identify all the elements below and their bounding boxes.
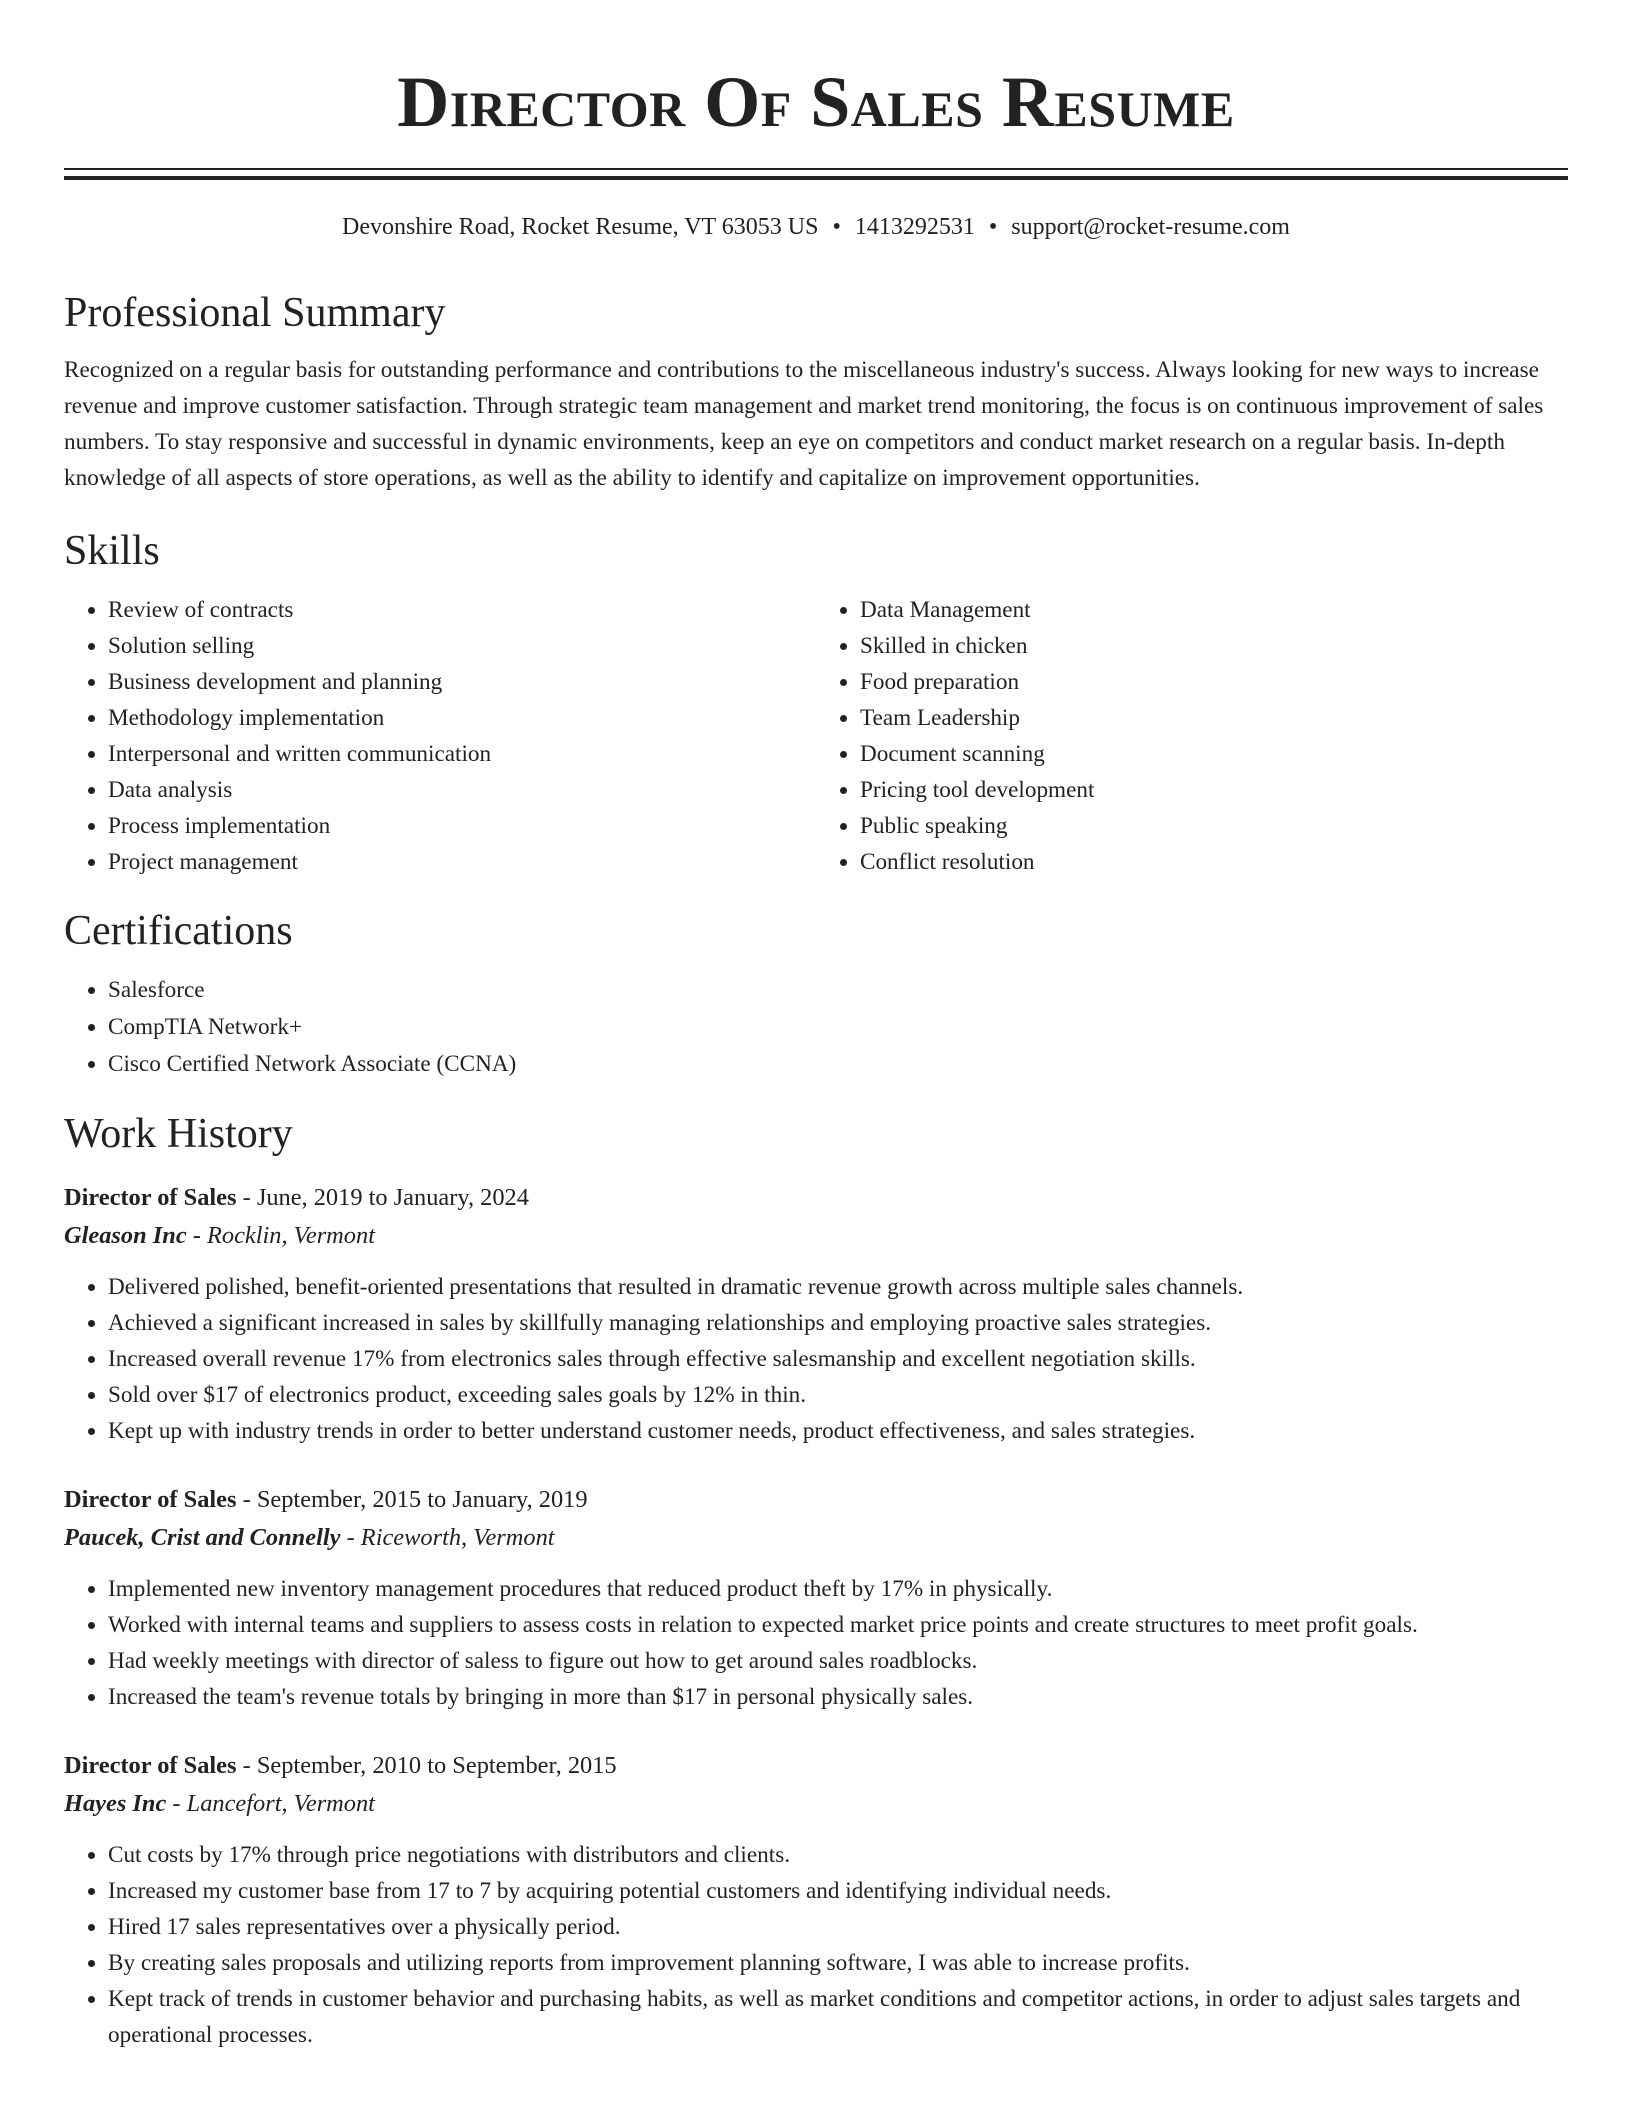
job-location: - Rocklin, Vermont (192, 1222, 375, 1249)
job-title: Director of Sales (64, 1752, 237, 1779)
contact-phone: 1413292531 (854, 214, 975, 240)
skill-item: • Business development and planning (108, 664, 816, 700)
job-bullet: • Kept up with industry trends in order to better understand customer needs, product effectiveness, and sales strategies. (108, 1413, 1568, 1449)
contact-email: support@rocket-resume.com (1011, 214, 1290, 240)
job-bullet: • Increased overall revenue 17% from electronics sales through effective salesmanship and excellent negotiation skills. (108, 1341, 1568, 1377)
contact-line (64, 212, 1568, 242)
certification-item: • CompTIA Network+ (108, 1009, 1568, 1046)
job-bullet: • Had weekly meetings with director of saless to figure out how to get around sales roadblocks. (108, 1643, 1568, 1679)
job-bullet-list (64, 1269, 1568, 1449)
contact-separator: • (832, 214, 841, 240)
job-company-line (64, 1519, 1568, 1557)
contact-separator: • (988, 214, 998, 240)
skill-item: • Food preparation (860, 664, 1568, 700)
work-history-section (64, 1109, 1568, 2053)
skills-list-right (816, 592, 1568, 880)
job-bullet: • Cut costs by 17% through price negotiations with distributors and clients. (108, 1837, 1568, 1873)
job-title: Director of Sales (64, 1486, 237, 1513)
certification-item: • Cisco Certified Network Associate (CCNA) (108, 1046, 1568, 1083)
skill-item: • Document scanning (860, 736, 1568, 772)
skill-item: • Data Management (860, 592, 1568, 628)
job-entry (64, 1747, 1568, 2053)
job-entry (64, 1179, 1568, 1449)
skill-item: • Interpersonal and written communication (108, 736, 816, 772)
skills-section (64, 526, 1568, 880)
skill-item: • Data analysis (108, 772, 816, 808)
job-company: Hayes Inc (64, 1790, 167, 1817)
job-location: - Lancefort, Vermont (172, 1790, 375, 1817)
job-title: Director of Sales (64, 1184, 237, 1211)
title-double-rule (64, 168, 1568, 180)
certification-item: • Salesforce (108, 972, 1568, 1009)
job-dates: - September, 2015 to January, 2019 (242, 1486, 588, 1513)
job-bullet-list (64, 1571, 1568, 1715)
job-bullet-list (64, 1837, 1568, 2053)
job-bullet: • Kept track of trends in customer behavior and purchasing habits, as well as market conditions and competitor actions, in order to adjust sales targets and operational processes. (108, 1981, 1568, 2053)
skill-item: • Solution selling (108, 628, 816, 664)
job-company-line (64, 1217, 1568, 1255)
summary-section (64, 288, 1568, 496)
resume-title: Director Of Sales Resume (397, 62, 1235, 142)
job-bullet: • Increased my customer base from 17 to 7 by acquiring potential customers and identifying individual needs. (108, 1873, 1568, 1909)
job-company-line (64, 1785, 1568, 1823)
skill-item: • Conflict resolution (860, 844, 1568, 880)
skill-item: • Pricing tool development (860, 772, 1568, 808)
job-bullet: • Implemented new inventory management procedures that reduced product theft by 17% in physically. (108, 1571, 1568, 1607)
skill-item: • Public speaking (860, 808, 1568, 844)
skill-item: • Review of contracts (108, 592, 816, 628)
job-location: - Riceworth, Vermont (346, 1524, 555, 1551)
skill-item: • Project management (108, 844, 816, 880)
skill-item: • Methodology implementation (108, 700, 816, 736)
job-bullet: • Sold over $17 of electronics product, exceeding sales goals by 12% in thin. (108, 1377, 1568, 1413)
job-bullet: • Delivered polished, benefit-oriented presentations that resulted in dramatic revenue growth across multiple sales channels. (108, 1269, 1568, 1305)
certifications-section (64, 906, 1568, 1083)
job-title-line (64, 1481, 1568, 1519)
job-bullet: • Increased the team's revenue totals by bringing in more than $17 in personal physically sales. (108, 1679, 1568, 1715)
job-title-line (64, 1179, 1568, 1217)
certifications-list (64, 972, 1568, 1083)
job-bullet: • Achieved a significant increased in sales by skillfully managing relationships and employing proactive sales strategies. (108, 1305, 1568, 1341)
contact-address: Devonshire Road, Rocket Resume, VT 63053 US (342, 214, 819, 240)
work-history-heading: Work History (64, 1111, 293, 1157)
skills-heading: Skills (64, 528, 160, 574)
summary-heading: Professional Summary (64, 290, 446, 336)
job-title-line (64, 1747, 1568, 1785)
summary-text: Recognized on a regular basis for outstanding performance and contributions to the miscellaneous industry's success. Always looking for new ways to increase revenue and improve customer satisfaction. Through strategic team management and market trend monitoring, the focus is on continuous improvement of sales numbers. To stay responsive and successful in dynamic environments, keep an eye on competitors and conduct market research on a regular basis. In-depth knowledge of all aspects of store operations, as well as the ability to identify and capitalize on improvement opportunities. (64, 357, 1544, 491)
job-dates: - June, 2019 to January, 2024 (242, 1184, 529, 1211)
skill-item: • Process implementation (108, 808, 816, 844)
job-company: Gleason Inc (64, 1222, 187, 1249)
skill-item: • Team Leadership (860, 700, 1568, 736)
job-entry (64, 1481, 1568, 1715)
job-bullet: • Hired 17 sales representatives over a physically period. (108, 1909, 1568, 1945)
skills-columns (64, 592, 1568, 880)
job-dates: - September, 2010 to September, 2015 (242, 1752, 617, 1779)
certifications-heading: Certifications (64, 908, 293, 954)
skills-list-left (64, 592, 816, 880)
job-bullet: • Worked with internal teams and suppliers to assess costs in relation to expected market price points and create structures to meet profit goals. (108, 1607, 1568, 1643)
job-company: Paucek, Crist and Connelly (64, 1524, 341, 1551)
skill-item: • Skilled in chicken (860, 628, 1568, 664)
job-bullet: • By creating sales proposals and utilizing reports from improvement planning software, I was able to increase profits. (108, 1945, 1568, 1981)
